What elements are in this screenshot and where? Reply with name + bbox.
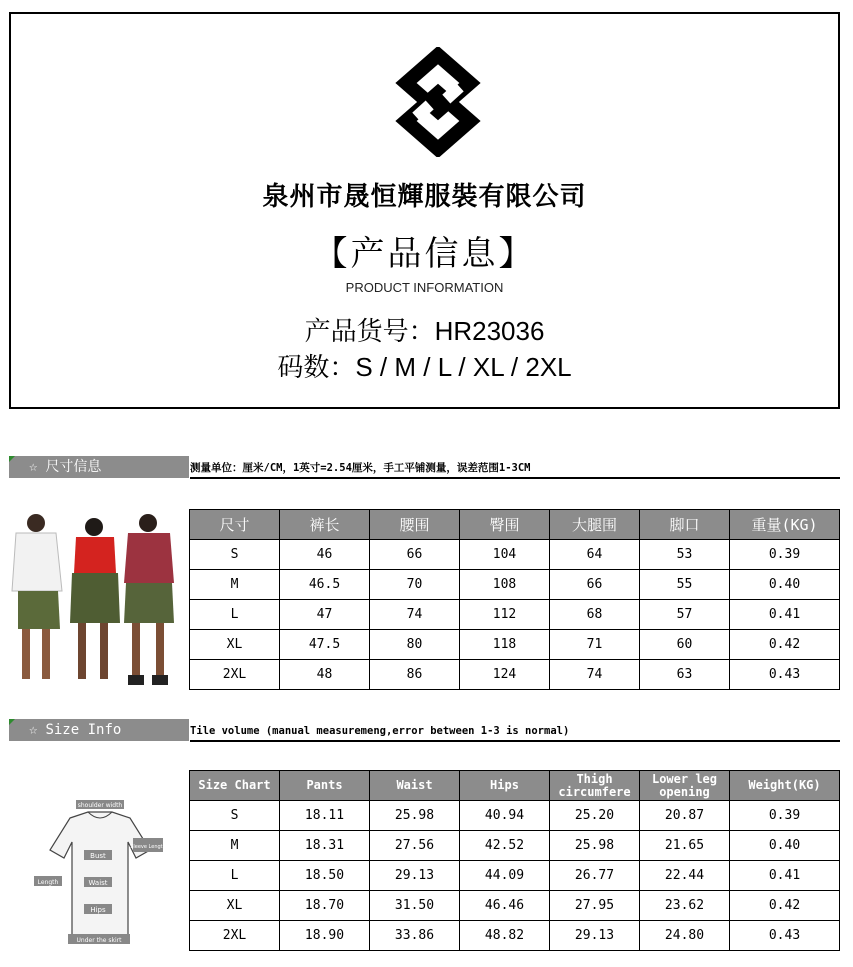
table-cell: 71: [550, 630, 640, 660]
table-cell: 2XL: [190, 660, 280, 690]
table-cell: 18.11: [280, 801, 370, 831]
table-cell: 18.90: [280, 921, 370, 951]
table-row: [190, 921, 840, 951]
table-header-row: [190, 771, 840, 801]
table-cell: 18.50: [280, 861, 370, 891]
table-row: [190, 891, 840, 921]
table-cell: 104: [460, 540, 550, 570]
product-info-title-en: PRODUCT INFORMATION: [345, 280, 504, 295]
table-cell: S: [190, 801, 280, 831]
table-cell: 0.39: [730, 801, 840, 831]
table-cell: 53: [640, 540, 730, 570]
table-cell: 46.5: [280, 570, 370, 600]
label-under: Under the skirt: [76, 937, 122, 944]
table-cell: 21.65: [640, 831, 730, 861]
table-cell: 18.31: [280, 831, 370, 861]
table-cell: 86: [370, 660, 460, 690]
table-cell: 31.50: [370, 891, 460, 921]
col-header: Size Chart: [190, 771, 280, 801]
measurement-note-cn: 测量单位：厘米/CM，1英寸=2.54厘米，手工平铺测量，误差范围1-3CM: [190, 459, 840, 479]
table-cell: 48: [280, 660, 370, 690]
col-header: 尺寸: [190, 510, 280, 540]
section-title-cn: 尺寸信息: [45, 459, 102, 475]
models-photo: [6, 511, 184, 691]
table-cell: 60: [640, 630, 730, 660]
col-header: Lower leg opening: [640, 771, 730, 801]
table-cell: 70: [370, 570, 460, 600]
table-cell: 46.46: [460, 891, 550, 921]
col-header: Hips: [460, 771, 550, 801]
measurement-note-en: Tile volume (manual measuremeng,error between 1-3 is normal): [190, 722, 840, 742]
table-cell: 112: [460, 600, 550, 630]
table-cell: 29.13: [370, 861, 460, 891]
measurement-diagram: [30, 798, 170, 948]
section-label-en: [9, 719, 189, 741]
corner-marker: [9, 719, 15, 725]
col-header: Weight(KG): [730, 771, 840, 801]
table-cell: S: [190, 540, 280, 570]
col-header: 腰围: [370, 510, 460, 540]
product-info-title-cn: 【产品信息】: [313, 234, 536, 274]
table-cell: 68: [550, 600, 640, 630]
size-list: 码数：S / M / L / XL / 2XL: [277, 352, 572, 382]
table-cell: 47.5: [280, 630, 370, 660]
col-header: 重量(KG): [730, 510, 840, 540]
table-row: [190, 600, 840, 630]
table-cell: 29.13: [550, 921, 640, 951]
table-cell: XL: [190, 630, 280, 660]
col-header: 臀围: [460, 510, 550, 540]
table-row: [190, 570, 840, 600]
table-cell: XL: [190, 891, 280, 921]
label-hips: Hips: [90, 906, 106, 914]
table-cell: 0.42: [730, 630, 840, 660]
section-label-cn: [9, 456, 189, 478]
table-cell: 64: [550, 540, 640, 570]
product-code: 产品货号：HR23036: [304, 316, 545, 346]
star-icon: ☆: [29, 722, 38, 738]
table-cell: 0.43: [730, 660, 840, 690]
table-header-row: [190, 510, 840, 540]
table-cell: 46: [280, 540, 370, 570]
table-cell: 57: [640, 600, 730, 630]
section-title-en: Size Info: [45, 722, 122, 738]
table-cell: 55: [640, 570, 730, 600]
table-cell: 27.56: [370, 831, 460, 861]
table-cell: 74: [550, 660, 640, 690]
table-cell: 0.40: [730, 570, 840, 600]
col-header: Pants: [280, 771, 370, 801]
table-cell: 0.39: [730, 540, 840, 570]
table-cell: 44.09: [460, 861, 550, 891]
table-row: [190, 861, 840, 891]
table-cell: 26.77: [550, 861, 640, 891]
table-row: [190, 831, 840, 861]
table-cell: 40.94: [460, 801, 550, 831]
table-cell: 0.41: [730, 861, 840, 891]
table-cell: 0.42: [730, 891, 840, 921]
table-cell: 24.80: [640, 921, 730, 951]
table-cell: 25.98: [370, 801, 460, 831]
table-cell: 42.52: [460, 831, 550, 861]
size-table-en: [189, 770, 840, 951]
table-row: [190, 801, 840, 831]
table-cell: 66: [370, 540, 460, 570]
col-header: Thigh circumfere: [550, 771, 640, 801]
table-cell: 66: [550, 570, 640, 600]
table-cell: 74: [370, 600, 460, 630]
table-cell: 25.98: [550, 831, 640, 861]
table-cell: L: [190, 861, 280, 891]
table-cell: 0.43: [730, 921, 840, 951]
table-cell: 23.62: [640, 891, 730, 921]
table-row: [190, 630, 840, 660]
col-header: 裤长: [280, 510, 370, 540]
table-cell: M: [190, 831, 280, 861]
label-sleeve: Sleeve Length: [130, 844, 166, 850]
label-bust: Bust: [90, 852, 106, 860]
table-cell: 0.40: [730, 831, 840, 861]
table-cell: M: [190, 570, 280, 600]
star-icon: ☆: [29, 459, 38, 475]
table-cell: 2XL: [190, 921, 280, 951]
table-cell: 20.87: [640, 801, 730, 831]
table-cell: 108: [460, 570, 550, 600]
table-cell: 80: [370, 630, 460, 660]
table-cell: 63: [640, 660, 730, 690]
label-waist: Waist: [88, 879, 108, 887]
product-info-card: [9, 12, 840, 409]
table-cell: 22.44: [640, 861, 730, 891]
label-length: Length: [37, 879, 59, 886]
label-shoulder: shoulder width: [77, 802, 123, 809]
brand-logo-icon: [392, 47, 484, 157]
table-cell: 27.95: [550, 891, 640, 921]
table-cell: 124: [460, 660, 550, 690]
table-cell: 48.82: [460, 921, 550, 951]
table-cell: 118: [460, 630, 550, 660]
col-header: 大腿围: [550, 510, 640, 540]
table-cell: 47: [280, 600, 370, 630]
table-cell: 18.70: [280, 891, 370, 921]
table-cell: 0.41: [730, 600, 840, 630]
table-row: [190, 660, 840, 690]
corner-marker: [9, 456, 15, 462]
company-name: 泉州市晟恒輝服裝有限公司: [262, 182, 587, 212]
table-row: [190, 540, 840, 570]
size-table-cn: [189, 509, 840, 690]
col-header: Waist: [370, 771, 460, 801]
table-cell: L: [190, 600, 280, 630]
col-header: 脚口: [640, 510, 730, 540]
table-cell: 33.86: [370, 921, 460, 951]
table-cell: 25.20: [550, 801, 640, 831]
